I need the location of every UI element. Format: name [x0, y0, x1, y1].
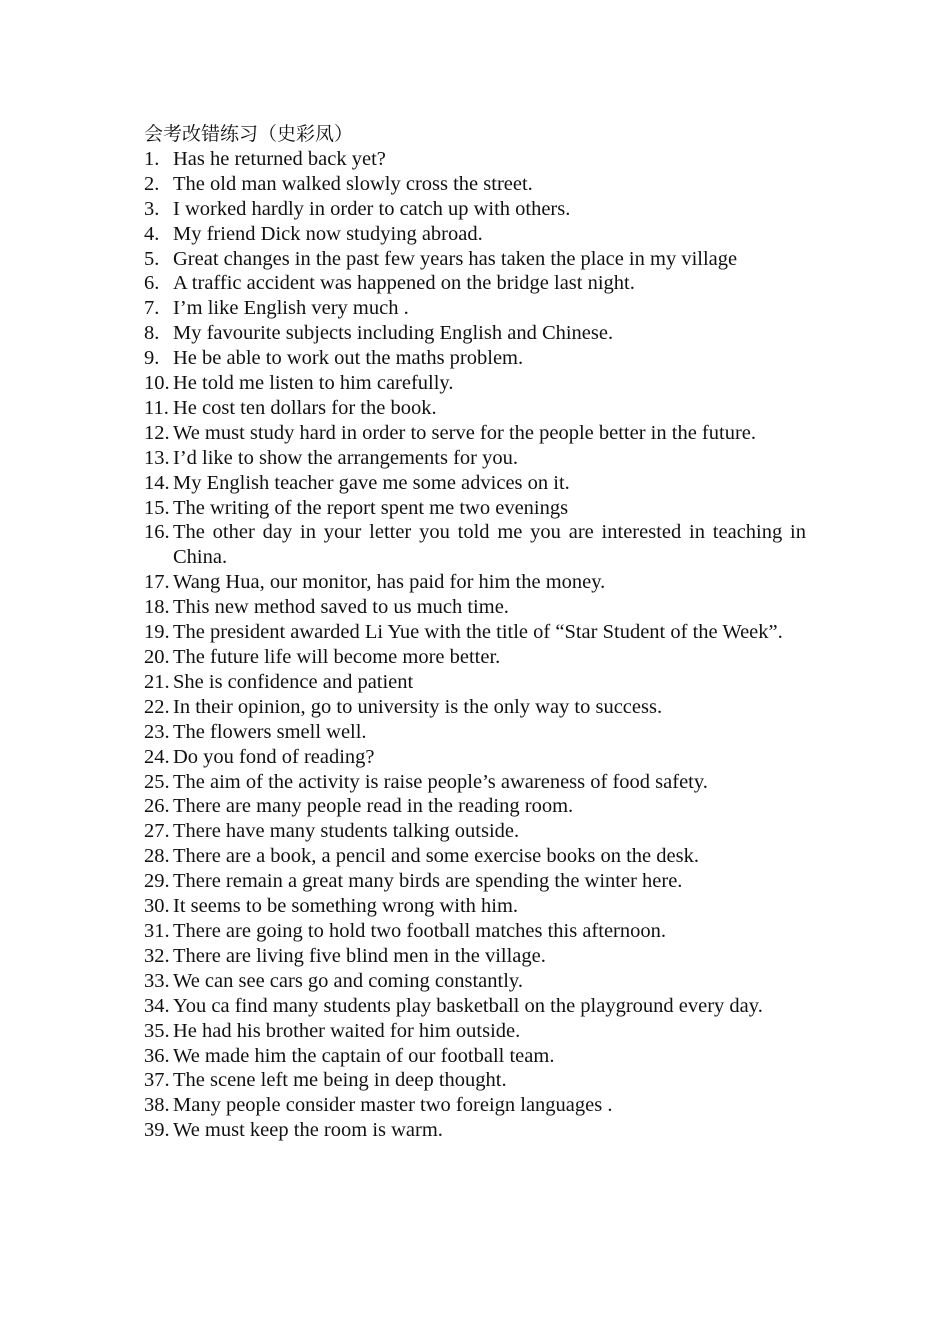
exercise-number: 34. [144, 994, 170, 1017]
exercise-item [144, 819, 806, 844]
exercise-sentence: The other day in your letter you told me you are interested in teaching in China. [173, 521, 806, 569]
exercise-sentence: In their opinion, go to university is the only way to success. [173, 695, 663, 718]
exercise-item [144, 1093, 806, 1118]
exercise-sentence: This new method saved to us much time. [173, 596, 509, 619]
exercise-sentence: The old man walked slowly cross the street. [173, 172, 533, 195]
exercise-number: 28. [144, 845, 170, 868]
exercise-number: 23. [144, 720, 170, 743]
exercise-item [144, 570, 806, 595]
exercise-item [144, 994, 806, 1019]
exercise-item [144, 471, 806, 496]
exercise-item [144, 794, 806, 819]
document-title: 会考改错练习（史彩凤） [144, 123, 354, 145]
exercise-sentence: A traffic accident was happened on the bridge last night. [173, 272, 635, 295]
exercise-number: 26. [144, 795, 170, 818]
exercise-item [144, 346, 806, 371]
exercise-number: 4. [144, 222, 160, 245]
exercise-number: 15. [144, 496, 170, 519]
exercise-item [144, 396, 806, 421]
exercise-item [144, 496, 806, 521]
exercise-sentence: He had his brother waited for him outside. [173, 1019, 521, 1042]
exercise-sentence: It seems to be something wrong with him. [173, 895, 519, 918]
exercise-number: 31. [144, 919, 170, 942]
exercise-sentence: The scene left me being in deep thought. [173, 1069, 507, 1092]
exercise-number: 20. [144, 646, 170, 669]
exercise-item [144, 371, 806, 396]
exercise-sentence: There are a book, a pencil and some exercise books on the desk. [173, 845, 699, 868]
exercise-sentence: Great changes in the past few years has taken the place in my village [173, 247, 738, 270]
exercise-number: 22. [144, 695, 170, 718]
exercise-number: 3. [144, 197, 160, 220]
exercise-sentence: You ca find many students play basketball on the playground every day. [173, 994, 763, 1017]
exercise-item [144, 1044, 806, 1069]
exercise-sentence: We made him the captain of our football team. [173, 1044, 555, 1067]
exercise-number: 37. [144, 1069, 170, 1092]
exercise-sentence: Many people consider master two foreign languages . [173, 1094, 613, 1117]
exercise-item [144, 147, 806, 172]
exercise-number: 30. [144, 895, 170, 918]
exercise-sentence: We must keep the room is warm. [173, 1119, 443, 1142]
exercise-item [144, 645, 806, 670]
exercise-number: 11. [144, 396, 169, 419]
exercise-item [144, 1068, 806, 1093]
exercise-item [144, 247, 806, 272]
exercise-item [144, 222, 806, 247]
exercise-sentence: He cost ten dollars for the book. [173, 396, 437, 419]
exercise-sentence: There have many students talking outside. [173, 820, 520, 843]
exercise-number: 5. [144, 247, 160, 270]
exercise-item [144, 1118, 806, 1143]
exercise-number: 17. [144, 571, 170, 594]
exercise-number: 36. [144, 1044, 170, 1067]
exercise-item [144, 520, 806, 570]
exercise-number: 32. [144, 944, 170, 967]
exercise-number: 35. [144, 1019, 170, 1042]
exercise-sentence: We can see cars go and coming constantly. [173, 969, 523, 992]
exercise-sentence: There are living five blind men in the village. [173, 944, 546, 967]
exercise-sentence: My friend Dick now studying abroad. [173, 222, 483, 245]
exercise-number: 9. [144, 347, 160, 370]
exercise-item [144, 745, 806, 770]
exercise-sentence: The future life will become more better. [173, 646, 501, 669]
exercise-sentence: The president awarded Li Yue with the title of “Star Student of the Week”. [173, 621, 783, 644]
exercise-item [144, 172, 806, 197]
exercise-sentence: We must study hard in order to serve for the people better in the future. [173, 421, 756, 444]
exercise-item [144, 944, 806, 969]
exercise-item [144, 1019, 806, 1044]
exercise-sentence: I’d like to show the arrangements for you. [173, 446, 518, 469]
exercise-item [144, 869, 806, 894]
exercise-number: 2. [144, 172, 160, 195]
exercise-item [144, 919, 806, 944]
exercise-number: 18. [144, 596, 170, 619]
exercise-item [144, 894, 806, 919]
exercise-number: 12. [144, 421, 170, 444]
exercise-number: 33. [144, 969, 170, 992]
exercise-sentence: There are many people read in the reading room. [173, 795, 574, 818]
exercise-number: 10. [144, 372, 170, 395]
exercise-sentence: Wang Hua, our monitor, has paid for him the money. [173, 571, 606, 594]
exercise-sentence: My favourite subjects including English and Chinese. [173, 322, 614, 345]
exercise-number: 25. [144, 770, 170, 793]
exercise-number: 1. [144, 147, 160, 170]
exercise-sentence: He be able to work out the maths problem. [173, 347, 524, 370]
exercise-item [144, 620, 806, 645]
document-page [144, 122, 806, 1143]
exercise-sentence: Has he returned back yet? [173, 147, 386, 170]
exercise-sentence: My English teacher gave me some advices on it. [173, 471, 570, 494]
exercise-sentence: I’m like English very much . [173, 297, 409, 320]
exercise-number: 13. [144, 446, 170, 469]
exercise-list [144, 147, 806, 1143]
exercise-item [144, 421, 806, 446]
exercise-item [144, 271, 806, 296]
exercise-sentence: There remain a great many birds are spending the winter here. [173, 870, 683, 893]
exercise-number: 27. [144, 820, 170, 843]
exercise-item [144, 296, 806, 321]
exercise-sentence: The writing of the report spent me two evenings [173, 496, 569, 519]
exercise-sentence: Do you fond of reading? [173, 745, 375, 768]
exercise-item [144, 770, 806, 795]
exercise-number: 21. [144, 670, 170, 693]
exercise-item [144, 197, 806, 222]
exercise-number: 29. [144, 870, 170, 893]
exercise-number: 38. [144, 1094, 170, 1117]
exercise-item [144, 720, 806, 745]
exercise-item [144, 969, 806, 994]
exercise-number: 19. [144, 621, 170, 644]
exercise-number: 24. [144, 745, 170, 768]
exercise-item [144, 670, 806, 695]
exercise-sentence: He told me listen to him carefully. [173, 372, 454, 395]
exercise-item [144, 844, 806, 869]
exercise-number: 7. [144, 297, 160, 320]
exercise-number: 14. [144, 471, 170, 494]
exercise-sentence: There are going to hold two football matches this afternoon. [173, 919, 667, 942]
exercise-item [144, 695, 806, 720]
exercise-number: 16. [144, 521, 170, 544]
exercise-number: 6. [144, 272, 160, 295]
exercise-sentence: The flowers smell well. [173, 720, 367, 743]
exercise-number: 39. [144, 1119, 170, 1142]
exercise-sentence: She is confidence and patient [173, 670, 414, 693]
exercise-sentence: I worked hardly in order to catch up with others. [173, 197, 571, 220]
exercise-sentence: The aim of the activity is raise people’s awareness of food safety. [173, 770, 708, 793]
exercise-item [144, 321, 806, 346]
exercise-item [144, 446, 806, 471]
exercise-item [144, 595, 806, 620]
exercise-number: 8. [144, 322, 160, 345]
